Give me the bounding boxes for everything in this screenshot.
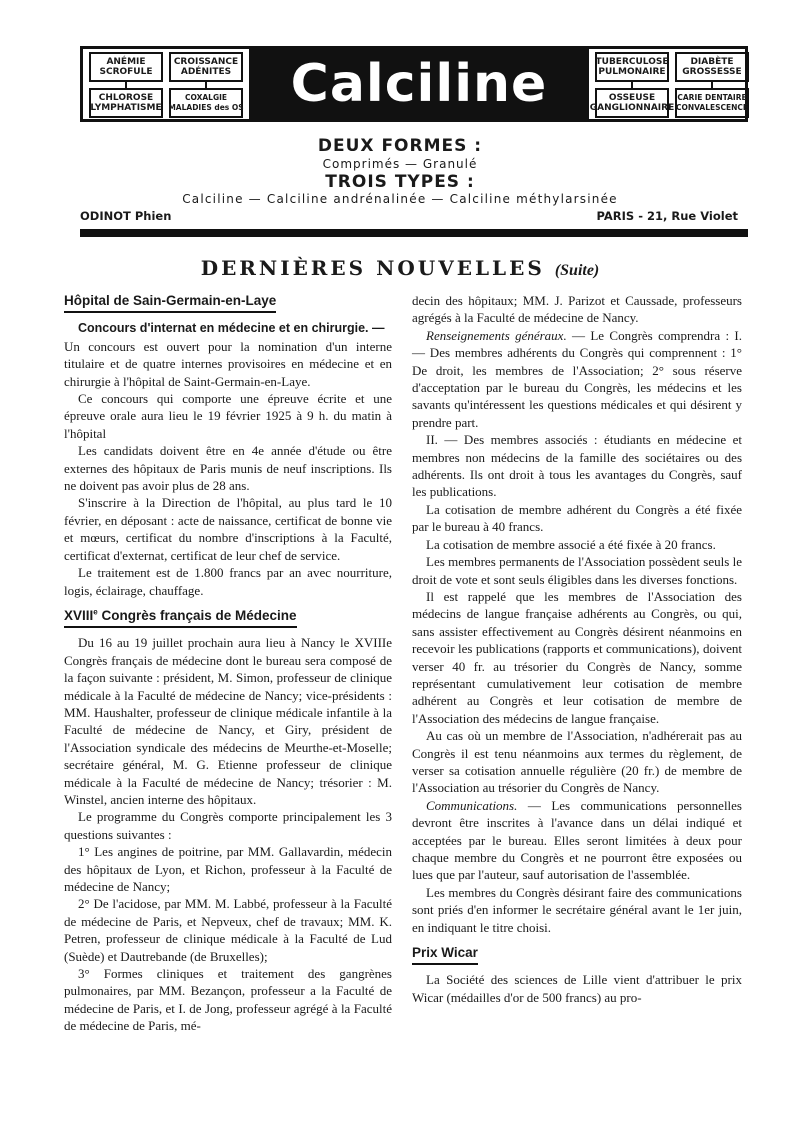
ad-box-line: CHLOROSE — [98, 93, 154, 103]
paragraph: La Société des sciences de Lille vient d'attribuer le prix Wicar (médailles d'or de 500 francs) au pro- — [412, 972, 742, 1005]
ad-box-line: OSSEUSE — [608, 93, 656, 103]
paragraph: 3° Formes cliniques et traitement des gangrènes pulmonaires, par MM. Bezançon, professeur a la Faculté de médecine de Paris, et I. de Jong, professeur agrégé à la Faculté de médecine de Paris, mé- — [64, 966, 392, 1034]
right-column — [412, 292, 742, 1006]
ad-box-line: TUBERCULOSE — [595, 57, 669, 67]
paragraph — [412, 797, 742, 884]
paragraph: La cotisation de membre adhérent du Congrès a été fixée par le bureau à 40 francs. — [412, 501, 742, 535]
section-heading-hospital: Hôpital de Sain-Germain-en-Laye — [64, 292, 276, 313]
paragraph: Les membres du Congrès désirant faire des communications sont priés d'en informer le secrétaire général avant le 1er juin, en indiquant le titre choisi. — [412, 884, 742, 935]
paragraph: Le programme du Congrès comporte principalement les 3 questions suivantes : — [64, 809, 392, 842]
ad-box-line: DIABÈTE — [690, 57, 734, 67]
ad-box-osseuse — [589, 88, 675, 118]
forms-title: DEUX FORMES : — [317, 136, 483, 156]
section-heading-congres — [64, 607, 297, 628]
forms-line: Comprimés — Granulé — [322, 157, 478, 171]
paragraph — [412, 327, 742, 431]
paragraph-text: — Les communications personnelles devront être inscrites à l'avance dans un délai indiqué et acceptées par le bureau. Elles seront limitées à deux pour chaque membre du Congrès et ne pourront être exposées ou lues que par l'auteur, sauf autorisation de l'assemblée. — [412, 797, 742, 883]
heading-sup: e — [93, 607, 98, 617]
paragraph: Les candidats doivent être en 4e année d'étude ou être externes des hôpitaux de Paris munis de neuf inscriptions. Ils ne doivent pas avoir plus de 28 ans. — [64, 443, 392, 494]
ad-box-line: MALADIES des OS — [168, 103, 244, 112]
types-title: TROIS TYPES : — [325, 172, 475, 192]
ad-connector — [631, 82, 633, 88]
ad-box-line: ANÉMIE — [106, 57, 146, 67]
left-column — [64, 292, 392, 1035]
ad-box-croissance — [169, 52, 243, 82]
ad-box-line: GANGLIONNAIRE — [589, 103, 675, 113]
subheading-concours: Concours d'internat en médecine et en chirurgie. — — [78, 321, 385, 336]
ad-box-line: SCROFULE — [99, 67, 153, 77]
ad-box-line: COXALGIE — [184, 93, 228, 102]
types-line: Calciline — Calciline andrénalinée — Calciline méthylarsinée — [182, 192, 618, 206]
manufacturer-address: PARIS - 21, Rue Violet — [596, 209, 738, 223]
paragraph: Du 16 au 19 juillet prochain aura lieu à Nancy le XVIIIe Congrès français de médecine dont le bureau sera composé de la façon suivante : président, M. Simon, professeur de clinique médicale à la Faculté de médecine de Nancy; vice-présidents : MM. Haushalter, professeur de clinique médicale infantile à la Faculté de médecine de Nancy, et Giry, président de l'Association syndicale des médecins de Meurthe-et-Moselle; secrétaire général, M. G. Etienne professeur de clinique médicale à la Faculté de médecine de Nancy; trésorier : M. Winstel, ancien interne des hôpitaux. — [64, 635, 392, 807]
ad-box-diabete — [675, 52, 749, 82]
paragraph-text: — Le Congrès comprendra : I. — Des membres adhérents du Congrès qui comprennent : 1° De droit, les membres de l'Association; 2° sous réserve d'acceptation par le bureau du Congrès, les médecins et les savants qu'intéressent les questions médicales et qui désirent y prendre part. — [412, 327, 742, 430]
page-title — [0, 256, 800, 280]
ad-box-line: CARIE DENTAIRE — [677, 93, 747, 102]
paragraph: II. — Des membres associés : étudiants en médecine et membres non médecins de la famille des sociétaires ou des adhérents. Ils ont droit à tous les avantages du Congrès, sauf les publications. — [412, 432, 742, 500]
paragraph: Un concours est ouvert pour la nomination d'un interne titulaire et de quatre internes provisoires en médecine et en chirurgie à l'hôpital de Saint-Germain-en-Laye. — [64, 338, 392, 389]
paragraph: Ce concours qui comporte une épreuve écrite et une épreuve orale aura lieu le 19 février 1925 à 9 h. du matin à l'hôpital — [64, 391, 392, 441]
ad-connector — [711, 82, 713, 88]
ad-box-coxalgie — [169, 88, 243, 118]
paragraph: decin des hôpitaux; MM. J. Parizot et Caussade, professeurs agrégés à la Faculté de médecine de Nancy. — [412, 293, 742, 326]
ad-box-tuberculose — [595, 52, 669, 82]
brand-logo: Calciline — [249, 49, 589, 119]
ad-box-line: CONVALESCENCE — [675, 103, 749, 112]
paragraph: Il est rappelé que les membres de l'Association des médecins de langue française adhérents au Congrès, ou qui, sans assister effectivement au Congrès désirent néanmoins en recevoir les publications (rapports et communications), doivent verser 40 fr. au trésorier du Congrès de Nancy, somme représentant cumulativement leur cotisation de membre adhérent au Congrès et leur cotisation de membre de l'Association des médecins de langue française. — [412, 588, 742, 726]
paragraph: 2° De l'acidose, par MM. M. Labbé, professeur à la Faculté de médecine de Paris, et Nepveux, chef de travaux; MM. K. Petren, professeur de clinique médicale à la Faculté de Lud (Suède) et Dautrebande (de Bruxelles); — [64, 896, 392, 964]
ad-box-carie — [675, 88, 749, 118]
paragraph: Au cas où un membre de l'Association, n'adhérerait pas au Congrès il est tenu néanmoins aux termes du règlement, de verser sa cotisation annuelle régulière (20 fr.) de membre de l'Association au trésorier du Congrès de Nancy. — [412, 728, 742, 796]
ad-connector — [125, 82, 127, 88]
header-rule — [80, 229, 748, 237]
ad-box-anemie — [89, 52, 163, 82]
paragraph: S'inscrire à la Direction de l'hôpital, au plus tard le 10 février, en déposant : acte de naissance, certificat de bonne vie et mœurs, certificat du nombre d'inscriptions à la Faculté, certificat d'externat, certificat de leur chef de service. — [64, 495, 392, 563]
paragraph: Les membres permanents de l'Association possèdent seuls le droit de vote et sont seuls éligibles dans les diverses fonctions. — [412, 554, 742, 587]
ad-connector — [205, 82, 207, 88]
paragraph: Le traitement est de 1.800 francs par an avec nourriture, logis, éclairage, chauffage. — [64, 565, 392, 598]
label-communications: Communications. — [426, 797, 518, 813]
paragraph — [64, 319, 392, 337]
ad-box-line: PULMONAIRE — [598, 67, 666, 77]
page-title-suite: (Suite) — [554, 262, 600, 279]
section-heading-prix-wicar: Prix Wicar — [412, 944, 478, 965]
ad-box-line: ADÉNITES — [180, 67, 232, 77]
ad-box-line: LYMPHATISME — [90, 103, 162, 113]
heading-part: XVIII — [64, 607, 94, 623]
page-title-text: DERNIÈRES NOUVELLES — [200, 256, 545, 280]
ad-box-chlorose — [89, 88, 163, 118]
paragraph: 1° Les angines de poitrine, par MM. Gallavardin, médecin des hôpitaux de Lyon, et Richon, professeur à la Faculté de médecine de Nancy; — [64, 844, 392, 894]
paragraph: La cotisation de membre associé a été fixée à 20 francs. — [426, 536, 716, 552]
calciline-advertisement — [80, 46, 748, 122]
ad-box-line: GROSSESSE — [682, 67, 742, 77]
ad-box-line: CROISSANCE — [173, 57, 239, 67]
manufacturer: ODINOT Phien — [80, 209, 172, 223]
label-renseignements: Renseignements généraux. — [426, 327, 567, 343]
heading-part: Congrès français de Médecine — [97, 607, 297, 623]
